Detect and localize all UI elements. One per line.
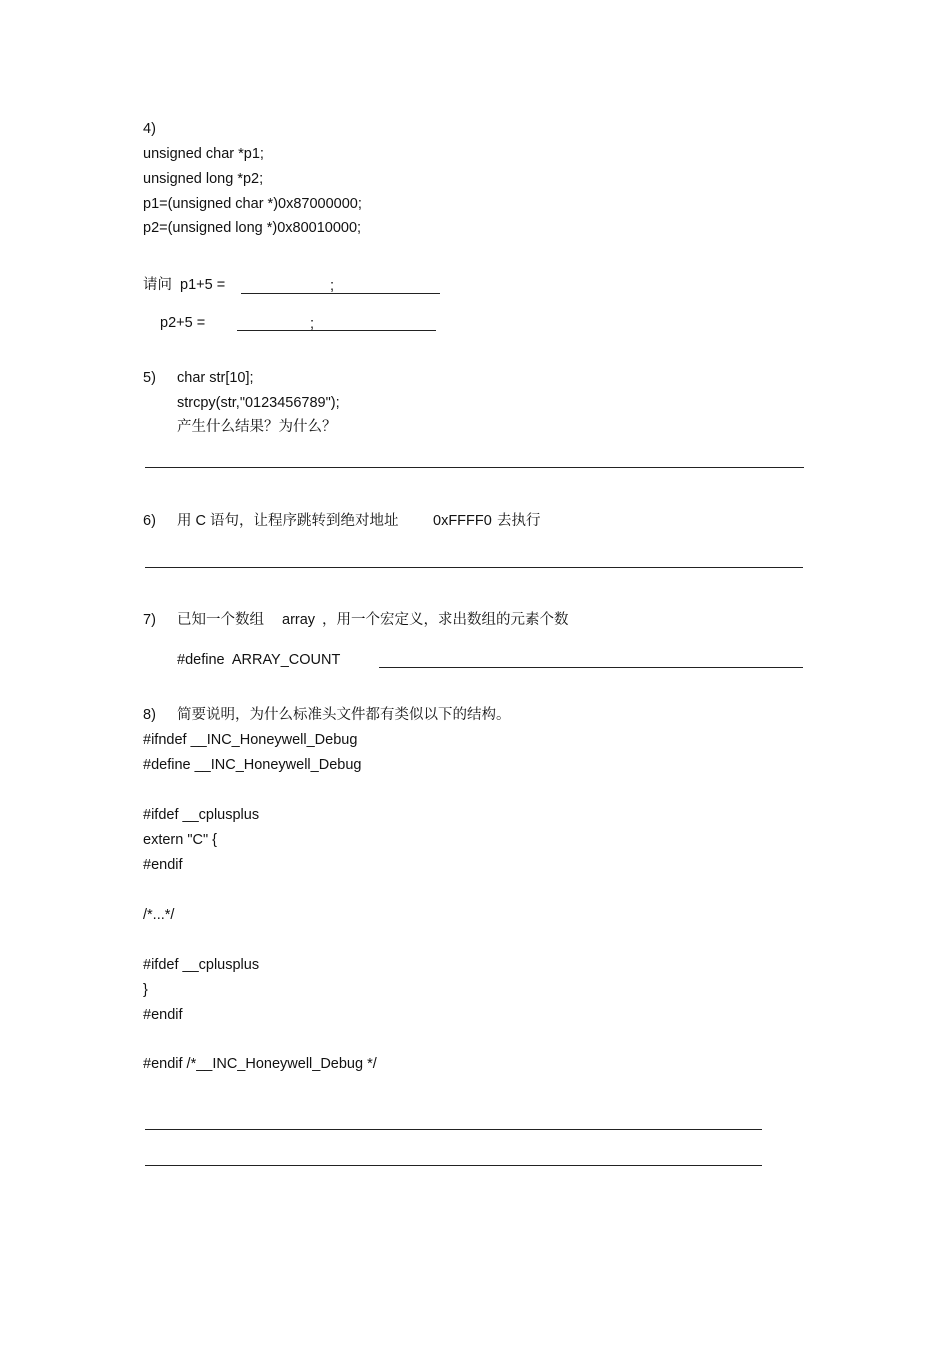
q8-code-line-5: extern "C" { [143,832,217,848]
q4-code-line-2: unsigned long *p2; [143,171,264,187]
q4-ask-label: 请问 [143,277,172,293]
q8-code-line-11: } [143,982,148,998]
q4-code-line-3: p1=(unsigned char *)0x87000000; [143,196,362,212]
q6-text-suffix: 去执行 [497,513,541,529]
q6-text-prefix: 用 C 语句，让程序跳转到绝对地址 [177,513,399,529]
q8-answer-line-1[interactable] [145,1129,762,1130]
q7-define-stub: #define ARRAY_COUNT [177,652,341,668]
q5-answer-line[interactable] [145,467,804,468]
q5-code-line-1: char str[10]; [177,370,254,386]
q4-p2-blank-separator: ; [310,316,315,332]
q4-p2-expression: p2+5 = [160,315,206,331]
q8-code-line-10: #ifdef __cplusplus [143,957,260,973]
q7-text-suffix: ，用一个宏定义，求出数组的元素个数 [322,612,569,628]
q5-code-line-2: strcpy(str,"0123456789"); [177,395,340,411]
q7-number: 7) [143,612,156,628]
q4-code-line-4: p2=(unsigned long *)0x80010000; [143,220,362,236]
q8-code-line-8: /*...*/ [143,907,175,923]
q5-question: 产生什么结果？为什么？ [177,419,337,435]
q6-answer-line[interactable] [145,567,803,568]
q8-code-line-6: #endif [143,857,183,873]
q4-p1-answer-blank[interactable] [241,293,440,294]
q6-number: 6) [143,513,156,529]
q4-number: 4) [143,121,156,137]
q8-code-line-14: #endif /*__INC_Honeywell_Debug */ [143,1056,377,1072]
q6-address: 0xFFFF0 [433,513,492,529]
q8-answer-line-2[interactable] [145,1165,762,1166]
q4-p1-expression: p1+5 = [180,277,226,293]
q4-p2-answer-blank[interactable] [237,330,436,331]
q7-array-name: array [282,612,316,628]
q5-number: 5) [143,370,156,386]
q8-code-line-1: #ifndef __INC_Honeywell_Debug [143,732,358,748]
q8-code-line-4: #ifdef __cplusplus [143,807,260,823]
q8-code-line-12: #endif [143,1007,183,1023]
q8-number: 8) [143,707,156,723]
q8-question: 简要说明，为什么标准头文件都有类似以下的结构。 [177,707,511,723]
q7-answer-blank[interactable] [379,667,803,668]
q4-p1-blank-separator: ; [330,278,335,294]
q7-text-prefix: 已知一个数组 [177,612,264,628]
q8-code-line-2: #define __INC_Honeywell_Debug [143,757,362,773]
q4-code-line-1: unsigned char *p1; [143,146,264,162]
